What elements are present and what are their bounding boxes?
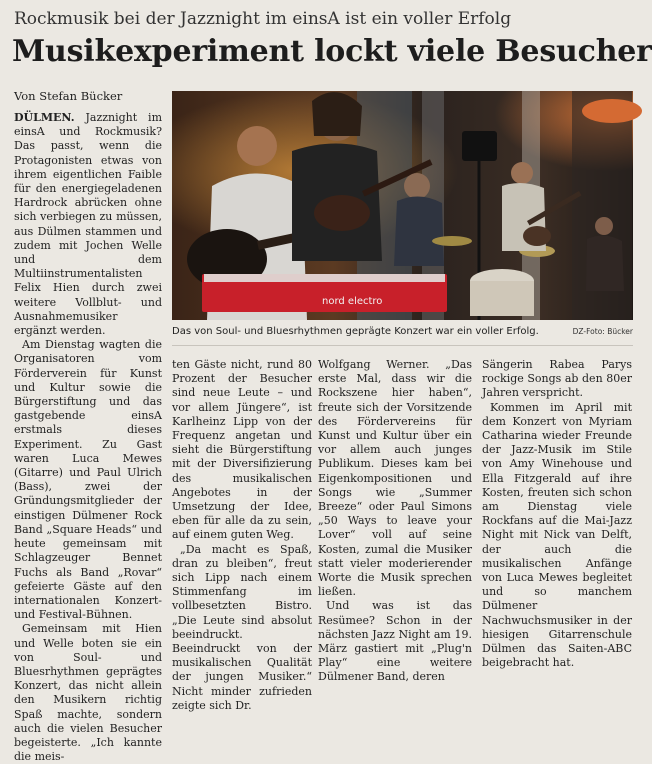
paragraph: Kommen im April mit dem Konzert von Myriam Catharina wieder Freunde der Jazz-Musik im Stile von Amy Winehouse und Ella Fitzgerald auf ihre Kosten, freuten sich schon am Dienstag viele Rockfans auf die Mai-Jazz Night mit Nick van Delft, der auch die musikalischen Anfänge von Luca Mewes begleitet und so manchem Dülmener Nachwuchsmusiker in der hiesigen Gitarrenschule Dülmen das Saiten-ABC beigebracht hat. (482, 400, 632, 670)
article-column-2 (172, 358, 312, 713)
article-column-3 (318, 358, 472, 685)
caption-divider (172, 345, 633, 346)
paragraph: Wolfgang Werner. „Das erste Mal, dass wir die Rockszene hier haben“, freute sich der Vorsitzende des Fördervereins für Kunst und Kultur über ein vor allem auch junges Publikum. Dieses kam bei Eigenkompositionen und Songs wie „Summer Breeze“ oder Paul Simons „50 Ways to leave your Lover“ voll auf seine Kosten, zumal die Musiker statt vieler moderierender Worte die Musik sprechen ließen. (318, 358, 472, 599)
article-column-4 (482, 358, 632, 670)
paragraph: Und was ist das Resümee? Schon in der nächsten Jazz Night am 19. März gastiert mit „Plug'n Play“ eine weitere Dülmener Band, deren (318, 599, 472, 684)
concert-photo-illustration (172, 91, 633, 320)
paragraph: ten Gäste nicht, rund 80 Prozent der Besucher sind neue Leute – und vor allem Jüngere“, ist Karlheinz Lipp von der Frequenz angetan und sieht die Bürgerstiftung mit der Diversifizierung des musikalischen Angebotes in der Umsetzung der Idee, eben für alle da zu sein, auf einem guten Weg. (172, 358, 312, 542)
article-column-1 (14, 111, 162, 764)
headline: Musikexperiment lockt viele Besucher (12, 34, 652, 69)
keyboard-brand-label: nord electro (322, 296, 383, 307)
paragraph: Am Dienstag wagten die Organisatoren vom Förderverein für Kunst und Kultur sowie die Bürgerstiftung und das gastgebende einsA erstmals dieses Experiment. Zu Gast waren Luca Mewes (Gitarre) und Paul Ulrich (Bass), zwei der Gründungsmitglieder der einstigen Dülmener Rock Band „Square Heads“ und heute gemeinsam mit Schlagzeuger Bennet Fuchs als Band „Rovar“ gefeierte Gäste auf den internationalen Konzert- und Festival-Bühnen. (14, 338, 162, 622)
photo-credit: DZ-Foto: Bücker (572, 327, 633, 336)
dateline: DÜLMEN. (14, 111, 75, 124)
paragraph (14, 111, 162, 338)
photo-caption-area (172, 326, 633, 337)
paragraph-text: Jazznight im einsA und Rockmusik? Das passt, wenn die Protagonisten etwas von ihrem eigentlichen Faible für den energiegeladenen Hardrock abrücken ohne sich verbiegen zu müssen, aus Dülmen stammen und zudem mit Jochen Welle und dem Multiinstrumentalisten Felix Hien durch zwei weitere Vollblut- und Ausnahmemusiker ergänzt werden. (14, 111, 163, 338)
paragraph: Gemeinsam mit Hien und Welle boten sie ein von Soul- und Bluesrhythmen geprägtes Konzert, das nicht allein den Musikern richtig Spaß machte, sondern auch die vielen Besucher begeisterte. „Ich kannte die meis- (14, 622, 162, 764)
paragraph: „Da macht es Spaß, dran zu bleiben“, freut sich Lipp nach einem Stimmenfang im vollbesetzten Bistro. „Die Leute sind absolut beeindruckt. Beeindruckt von der musikalischen Qualität der jungen Musiker.“ Nicht minder zufrieden zeigte sich Dr. (172, 542, 312, 712)
byline: Von Stefan Bücker (14, 89, 123, 103)
kicker: Rockmusik bei der Jazznight im einsA ist ein voller Erfolg (14, 9, 512, 29)
paragraph: Sängerin Rabea Parys rockige Songs ab den 80er Jahren verspricht. (482, 358, 632, 400)
photo-caption: Das von Soul- und Bluesrhythmen geprägte Konzert war ein voller Erfolg. (172, 326, 539, 337)
concert-photo (172, 91, 633, 320)
